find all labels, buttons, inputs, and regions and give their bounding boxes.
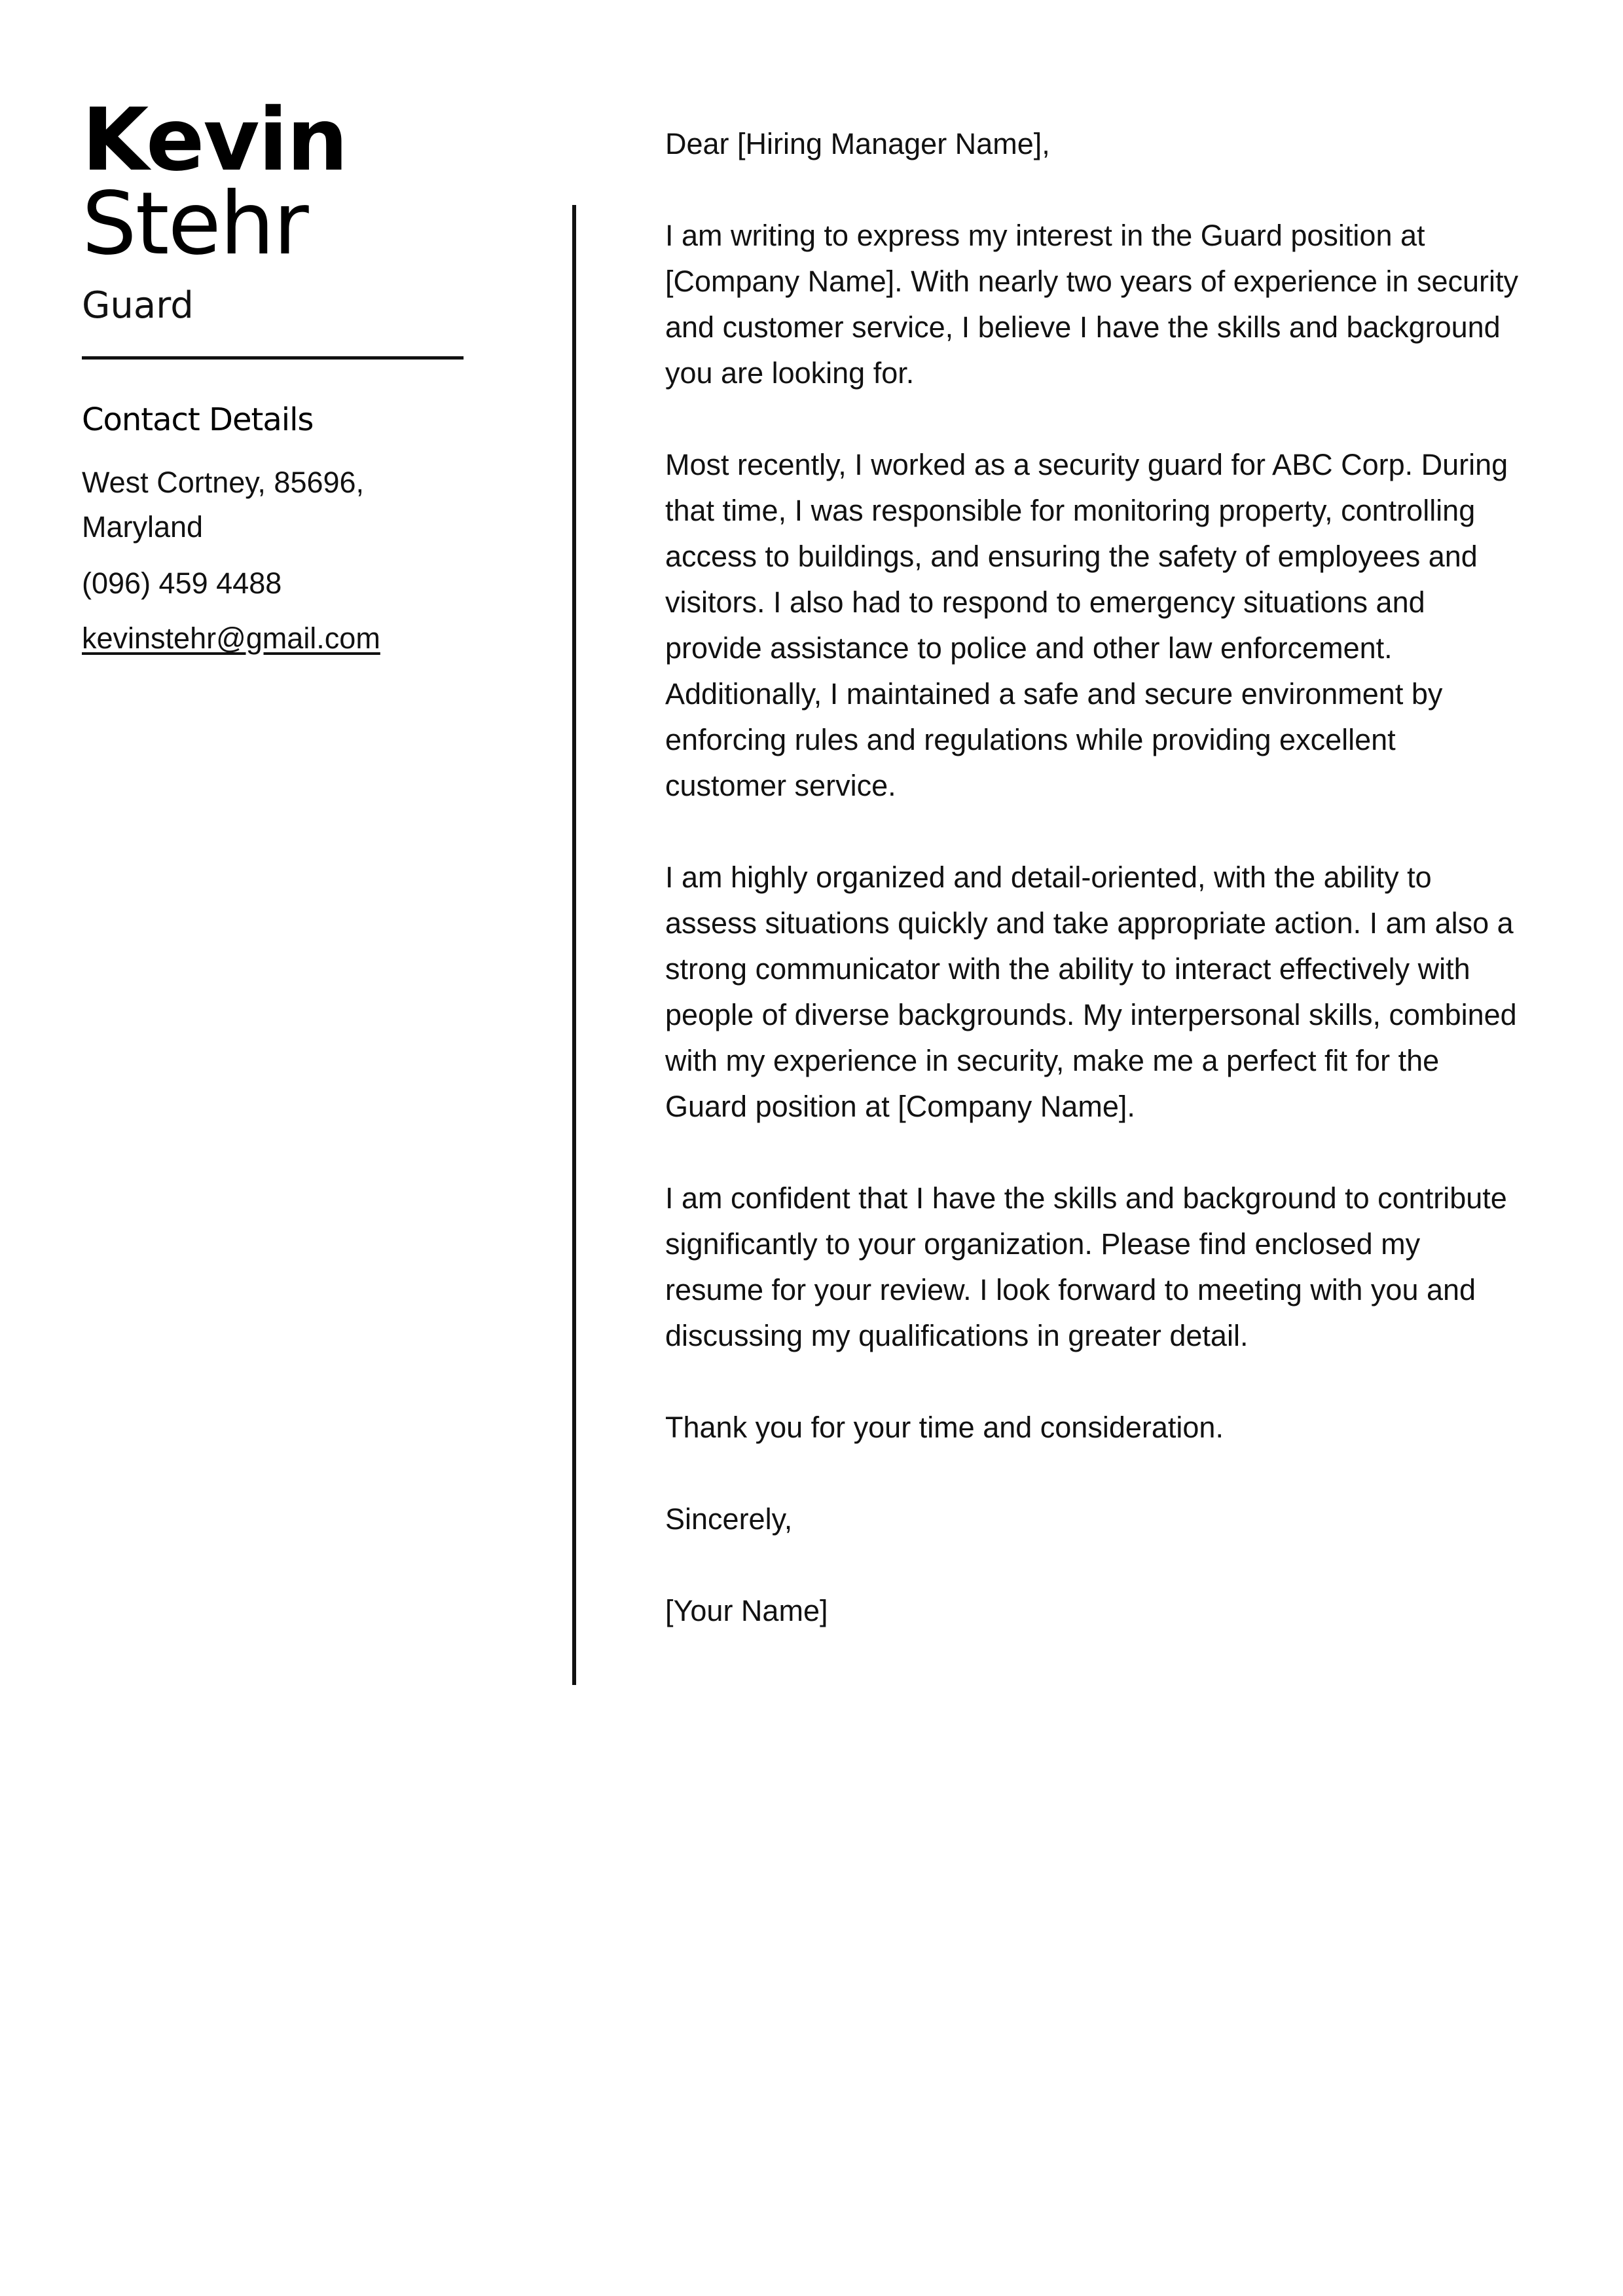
job-title: Guard	[82, 284, 194, 327]
letter-paragraph-intro: I am writing to express my interest in the Guard position at [Company Name]. With nearly two years of experience in security and customer service, I believe I have the skills and background you are looking for.	[665, 219, 1519, 390]
contact-address: West Cortney, 85696, Maryland	[82, 466, 365, 544]
letter-paragraph-experience: Most recently, I worked as a security guard for ABC Corp. During that time, I was responsible for monitoring property, controlling access to buildings, and ensuring the safety of employees and visitors. I also had to respond to emergency situations and provide assistance to police and other law enforcement. Additionally, I maintained a safe and secure environment by enforcing rules and regulations while providing excellent customer service.	[665, 448, 1508, 802]
letter-paragraph-thanks: Thank you for your time and consideration.	[665, 1411, 1224, 1444]
sidebar	[82, 90, 501, 661]
vertical-divider	[572, 205, 576, 1685]
letter-body	[665, 121, 1523, 1634]
letter-signature: [Your Name]	[665, 1594, 828, 1627]
candidate-name	[82, 90, 501, 274]
letter-paragraph-confidence: I am confident that I have the skills and background to contribute significantly to your organization. Please find enclosed my resume for your review. I look forward to meeting with you and discussing my qualifications in greater detail.	[665, 1181, 1507, 1352]
letter-paragraph-skills: I am highly organized and detail-oriented, with the ability to assess situations quickly and take appropriate action. I am also a strong communicator with the ability to interact effectively with people of diverse backgrounds. My interpersonal skills, combined with my experience in security, make me a perfect fit for the Guard position at [Company Name].	[665, 861, 1517, 1123]
contact-heading: Contact Details	[82, 401, 314, 438]
contact-email-link[interactable]: kevinstehr@gmail.com	[82, 621, 380, 655]
letter-salutation: Dear [Hiring Manager Name],	[665, 127, 1050, 160]
sidebar-divider	[82, 356, 464, 360]
contact-phone: (096) 459 4488	[82, 566, 282, 600]
first-name: Kevin	[82, 90, 347, 191]
letter-closing: Sincerely,	[665, 1502, 793, 1536]
last-name: Stehr	[82, 174, 308, 274]
